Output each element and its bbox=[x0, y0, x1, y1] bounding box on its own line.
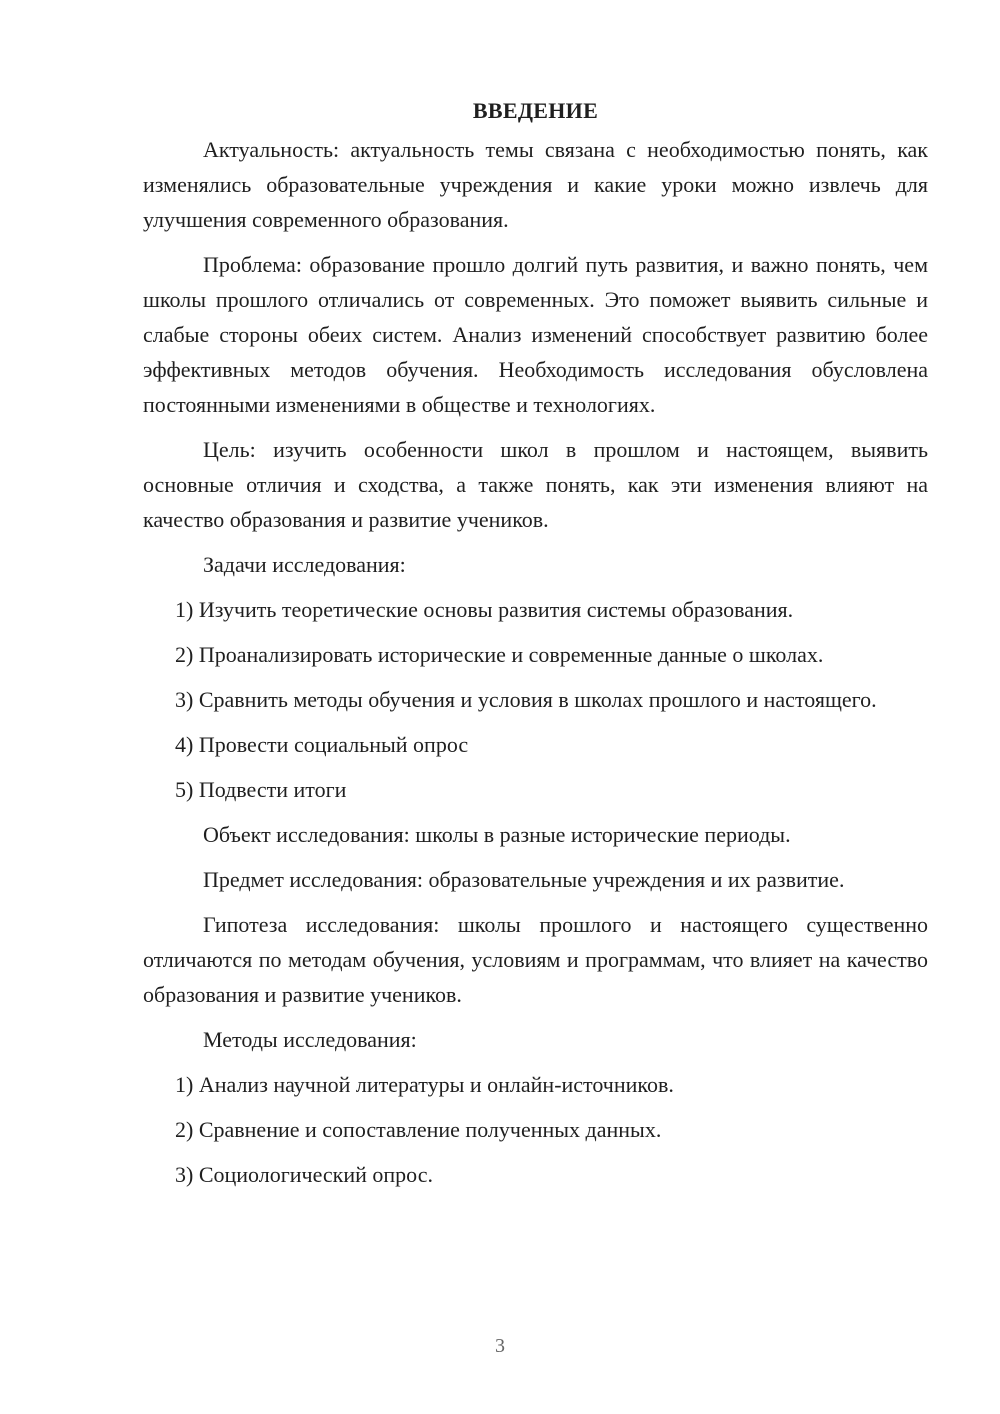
task-item-2: 2) Проанализировать исторические и современные данные о школах. bbox=[175, 642, 824, 667]
research-object: Объект исследования: школы в разные исторические периоды. bbox=[203, 822, 791, 847]
document-page bbox=[143, 94, 928, 1202]
task-item-4: 4) Провести социальный опрос bbox=[175, 732, 469, 757]
goal-paragraph: Цель: изучить особенности школ в прошлом и настоящем, выявить основные отличия и сходства, а также понять, как эти изменения влияют на качество образования и развитие учеников. bbox=[143, 437, 928, 532]
tasks-heading: Задачи исследования: bbox=[203, 552, 406, 577]
page-number: 3 bbox=[495, 1335, 505, 1357]
page-title: ВВЕДЕНИЕ bbox=[472, 98, 599, 123]
task-item-1: 1) Изучить теоретические основы развития системы образования. bbox=[175, 597, 794, 622]
relevance-paragraph: Актуальность: актуальность темы связана с необходимостью понять, как изменялись образовательные учреждения и какие уроки можно извлечь для улучшения современного образования. bbox=[143, 137, 928, 232]
method-item-3: 3) Социологический опрос. bbox=[175, 1162, 433, 1187]
research-subject: Предмет исследования: образовательные учреждения и их развитие. bbox=[203, 867, 845, 892]
task-item-3: 3) Сравнить методы обучения и условия в школах прошлого и настоящего. bbox=[175, 687, 877, 712]
task-item-5: 5) Подвести итоги bbox=[175, 777, 347, 802]
method-item-1: 1) Анализ научной литературы и онлайн-источников. bbox=[175, 1072, 674, 1097]
method-item-2: 2) Сравнение и сопоставление полученных данных. bbox=[175, 1117, 662, 1142]
problem-paragraph: Проблема: образование прошло долгий путь развития, и важно понять, чем школы прошлого отличались от современных. Это поможет выявить сильные и слабые стороны обеих систем. Анализ изменений способствует развитию более эффективных методов обучения. Необходимость исследования обусловлена постоянными изменениями в обществе и технологиях. bbox=[143, 252, 928, 417]
methods-heading: Методы исследования: bbox=[203, 1027, 417, 1052]
research-hypothesis: Гипотеза исследования: школы прошлого и настоящего существенно отличаются по методам обучения, условиям и программам, что влияет на качество образования и развитие учеников. bbox=[143, 912, 928, 1007]
